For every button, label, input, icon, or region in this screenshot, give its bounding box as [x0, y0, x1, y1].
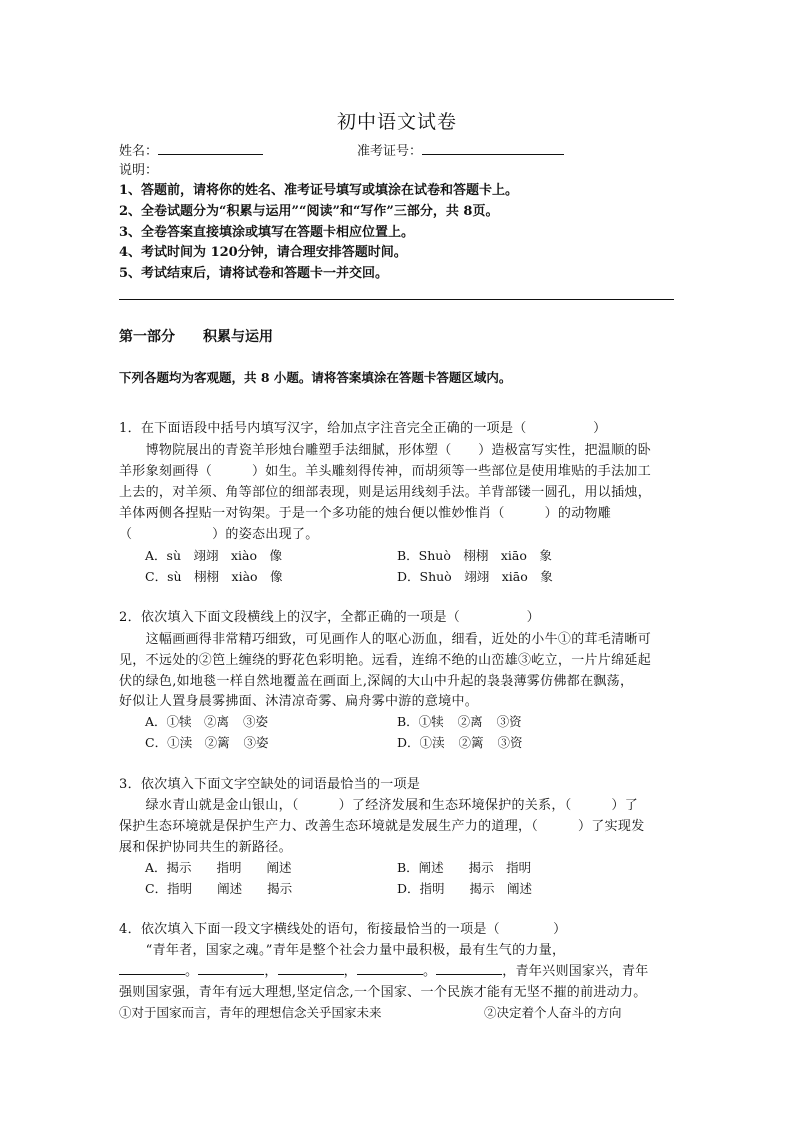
page-title: 初中语文试卷	[336, 111, 457, 133]
q1-option-a: A．sù 翊翊 xiào 像	[145, 548, 283, 563]
q3-option-b: B．阐述 揭示 指明	[397, 860, 532, 875]
q2-passage-line: 伏的绿色,如地毯一样自然地覆盖在画面上,深阔的大山中升起的袅袅薄雾仿佛都在飘荡，	[119, 674, 634, 689]
q4-passage-line: “青年者，国家之魂。”青年是整个社会力量中最积极，最有生气的力量，	[119, 943, 566, 958]
q3-option-d: D．指明 揭示 阐述	[397, 881, 533, 896]
instruction-item: 4、考试时间为 120分钟，请合理安排答题时间。	[119, 245, 407, 260]
q1-passage-line: 羊体两侧各捏贴一对钩架。于是一个多功能的烛台便以惟妙惟肖（ ）的动物雕	[119, 506, 612, 521]
instructions-heading: 说明：	[119, 163, 159, 178]
instruction-item: 1、答题前，请将你的姓名、准考证号填写或填涂在试卷和答题卡上。	[119, 183, 519, 198]
q2-option-d: D．①渎 ②篱 ③资	[397, 735, 523, 750]
q2-passage-line: 好似让人置身晨雾拂面、沐清凉奇雾、扁舟雾中游的意境中。	[119, 694, 479, 709]
q4-blank	[357, 961, 423, 975]
q3-option-c: C．指明 阐述 揭示	[145, 881, 293, 896]
q4-blank	[278, 961, 344, 975]
header-divider	[119, 299, 674, 300]
q4-choice-1: ①对于国家而言，青年的理想信念关乎国家未来	[119, 1005, 382, 1020]
exam-number-row	[357, 141, 564, 162]
q1-option-d: D．Shuò 翊翊 xiāo 象	[397, 569, 553, 584]
q1-passage-line: 上去的，对羊须、角等部位的细部表现，则是运用线刻手法。羊背部镂一圆孔，用以插烛，	[119, 485, 652, 500]
q1-stem: 1．在下面语段中括号内填写汉字，给加点字注音完全正确的一项是（ ）	[119, 421, 607, 436]
q1-passage-line: 羊形象刻画得（ ）如生。羊头雕刻得传神，而胡须等一些部位是使用堆贴的手法加工	[119, 464, 652, 479]
q2-option-c: C．①渎 ②篱 ③姿	[145, 735, 269, 750]
instruction-item: 2、全卷试题分为“积累与运用”“阅读”和“写作”三部分，共 8页。	[119, 204, 499, 219]
q4-line2-tail: ，青年兴则国家兴，青年	[502, 964, 649, 979]
name-blank	[158, 141, 263, 155]
q4-blank	[436, 961, 502, 975]
q4-passage-line: 强则国家强，青年有远大理想,坚定信念,一个国家、一个民族才能有无坚不摧的前进动力。	[119, 985, 647, 1000]
exam-number-blank	[422, 141, 564, 155]
q4-blanks-line: 。 ， ， 。 ，青年兴则国家兴，青年	[119, 961, 649, 982]
q1-option-b: B．Shuò 栩栩 xiāo 象	[397, 548, 552, 563]
q4-blank	[119, 961, 185, 975]
q4-stem: 4．依次填入下面一段文字横线处的语句，衔接最恰当的一项是（ ）	[119, 922, 567, 937]
part1-heading: 第一部分 积累与运用	[119, 329, 273, 345]
q3-passage-line: 保护生态环境就是保护生产力、改善生态环境就是发展生产力的道理，（ ）了实现发	[119, 819, 645, 834]
q2-option-a: A．①犊 ②离 ③姿	[145, 714, 269, 729]
q3-stem: 3．依次填入下面文字空缺处的词语最恰当的一项是	[119, 777, 421, 792]
q3-passage-line: 绿水青山就是金山银山，（ ）了经济发展和生态环境保护的关系，（ ）了	[119, 798, 639, 813]
exam-number-label: 准考证号：	[357, 144, 423, 159]
q2-option-b: B．①犊 ②离 ③资	[397, 714, 522, 729]
q4-blank	[198, 961, 264, 975]
name-row	[119, 141, 263, 162]
q1-option-c: C．sù 栩栩 xiào 像	[145, 569, 283, 584]
instruction-item: 3、全卷答案直接填涂或填写在答题卡相应位置上。	[119, 225, 415, 240]
q3-passage-line: 展和保护协同共生的新路径。	[119, 840, 292, 855]
q2-passage-line: 见，不远处的②笆上缠绕的野花色彩明艳。远看，连绵不绝的山峦雄③屹立，一片片绵延起	[119, 653, 652, 668]
q4-choice-2: ②决定着个人奋斗的方向	[484, 1005, 622, 1020]
q1-passage-line: 博物院展出的青瓷羊形烛台雕塑手法细腻，形体塑（ ）造极富写实性，把温顺的卧	[119, 443, 652, 458]
name-label: 姓名：	[119, 144, 159, 159]
q2-stem: 2．依次填入下面文段横线上的汉字，全都正确的一项是（ ）	[119, 610, 540, 625]
q3-option-a: A．揭示 指明 阐述	[145, 860, 292, 875]
q2-passage-line: 这幅画画得非常精巧细致，可见画作人的呕心沥血，细看，近处的小牛①的茸毛清晰可	[119, 632, 652, 647]
q1-passage-line: （ ）的姿态出现了。	[119, 527, 319, 542]
instruction-item: 5、考试结束后，请将试卷和答题卡一并交回。	[119, 266, 389, 281]
part1-note: 下列各题均为客观题，共 8 小题。请将答案填涂在答题卡答题区域内。	[119, 370, 512, 385]
